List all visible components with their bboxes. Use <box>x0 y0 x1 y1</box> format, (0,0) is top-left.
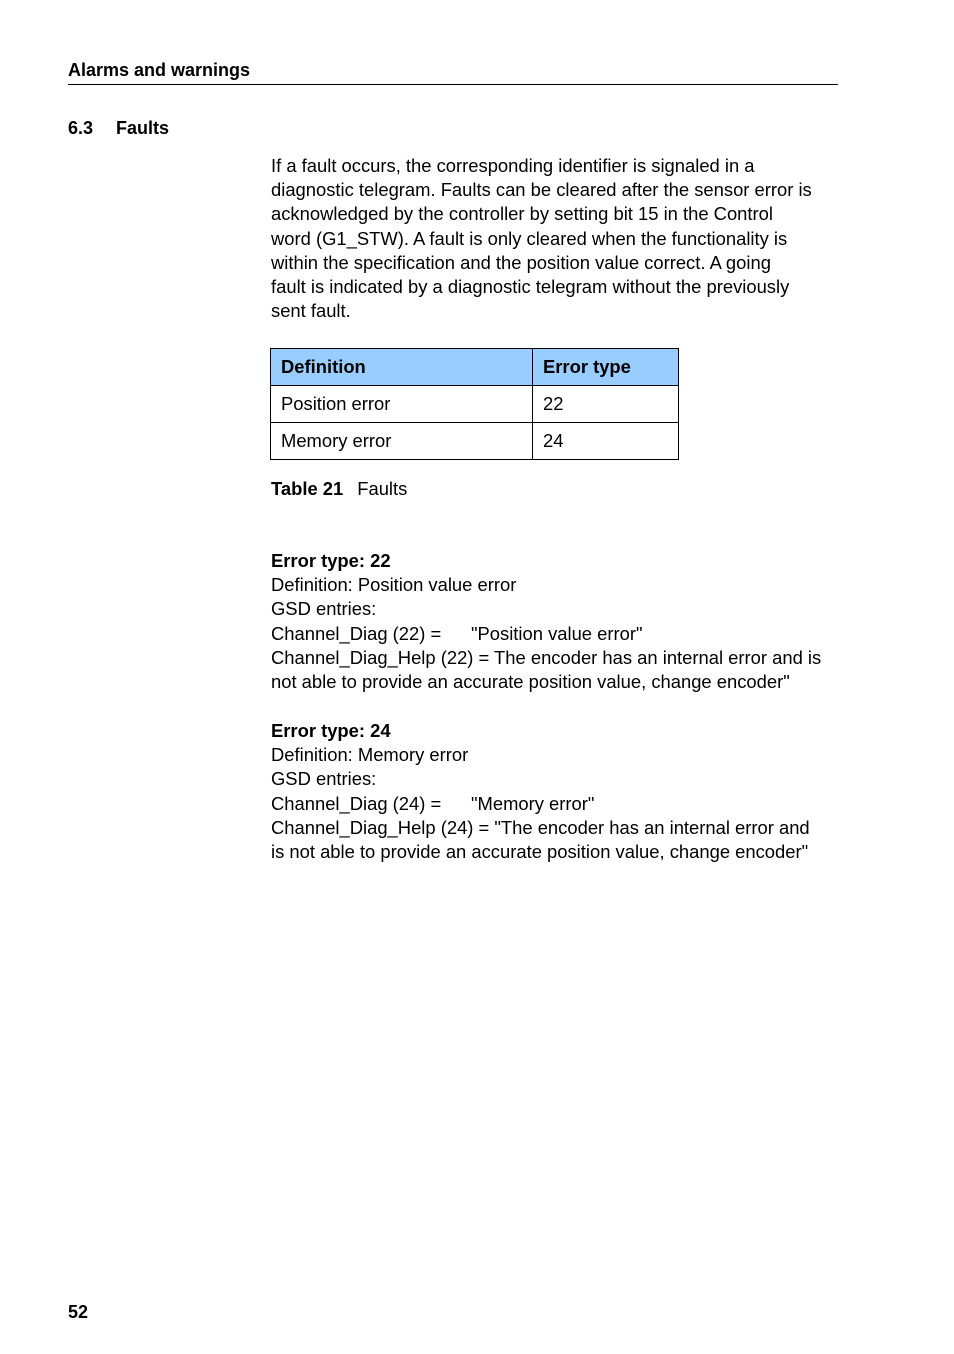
error-entry-24 <box>271 719 841 864</box>
section-title: Faults <box>116 118 170 138</box>
error-entry-title: Error type: 24 <box>271 720 391 741</box>
error-entry-diag-key: Channel_Diag (22) = <box>271 622 442 644</box>
error-entry-definition: Definition: Position value error <box>271 574 517 596</box>
running-header-title: Alarms and warnings <box>68 60 251 80</box>
cell-definition: Memory error <box>271 423 533 460</box>
table-caption-text: Faults <box>357 478 408 499</box>
column-header-definition: Definition <box>271 349 533 386</box>
table-row <box>271 423 679 460</box>
running-header <box>68 58 838 85</box>
section-number: 6.3 <box>68 118 94 138</box>
cell-error-type: 24 <box>533 423 679 460</box>
faults-table <box>270 348 679 460</box>
column-header-error-type: Error type <box>533 349 679 386</box>
error-entry-diag-value: "Position value error" <box>471 622 643 644</box>
error-entry-definition: Definition: Memory error <box>271 744 469 766</box>
error-entry-title: Error type: 22 <box>271 550 391 571</box>
table-caption-label: Table 21 <box>271 478 344 499</box>
error-entry-gsd-label: GSD entries: <box>271 598 377 620</box>
table-row <box>271 386 679 423</box>
error-entry-gsd-label: GSD entries: <box>271 768 377 790</box>
intro-line: acknowledged by the controller by setting bit 15 in the Control <box>271 203 773 225</box>
error-entry-help-line: Channel_Diag_Help (24) = "The encoder has an internal error and <box>271 816 810 838</box>
error-entry-help-line: Channel_Diag_Help (22) = The encoder has an internal error and is <box>271 646 822 668</box>
table-caption <box>271 477 407 501</box>
cell-definition: Position error <box>271 386 533 423</box>
error-entry-diag-line <box>271 622 841 646</box>
cell-error-type: 22 <box>533 386 679 423</box>
intro-line: If a fault occurs, the corresponding identifier is signaled in a <box>271 155 755 176</box>
intro-line: fault is indicated by a diagnostic telegram without the previously <box>271 276 790 298</box>
error-entry-diag-key: Channel_Diag (24) = <box>271 792 442 814</box>
error-entry-help-line: not able to provide an accurate position value, change encoder" <box>271 671 790 693</box>
table-header-row <box>271 349 679 386</box>
page-number: 52 <box>68 1302 89 1322</box>
intro-line: diagnostic telegram. Faults can be cleared after the sensor error is <box>271 179 812 201</box>
error-entry-diag-value: "Memory error" <box>471 792 595 814</box>
intro-paragraph <box>271 154 841 323</box>
intro-line: word (G1_STW). A fault is only cleared when the functionality is <box>271 227 788 249</box>
section-heading <box>68 116 169 140</box>
error-entry-diag-line <box>271 792 841 816</box>
error-entry-help-line: is not able to provide an accurate position value, change encoder" <box>271 841 809 863</box>
intro-line: sent fault. <box>271 300 351 322</box>
error-entry-22 <box>271 549 841 694</box>
intro-line: within the specification and the position value correct. A going <box>271 251 771 273</box>
